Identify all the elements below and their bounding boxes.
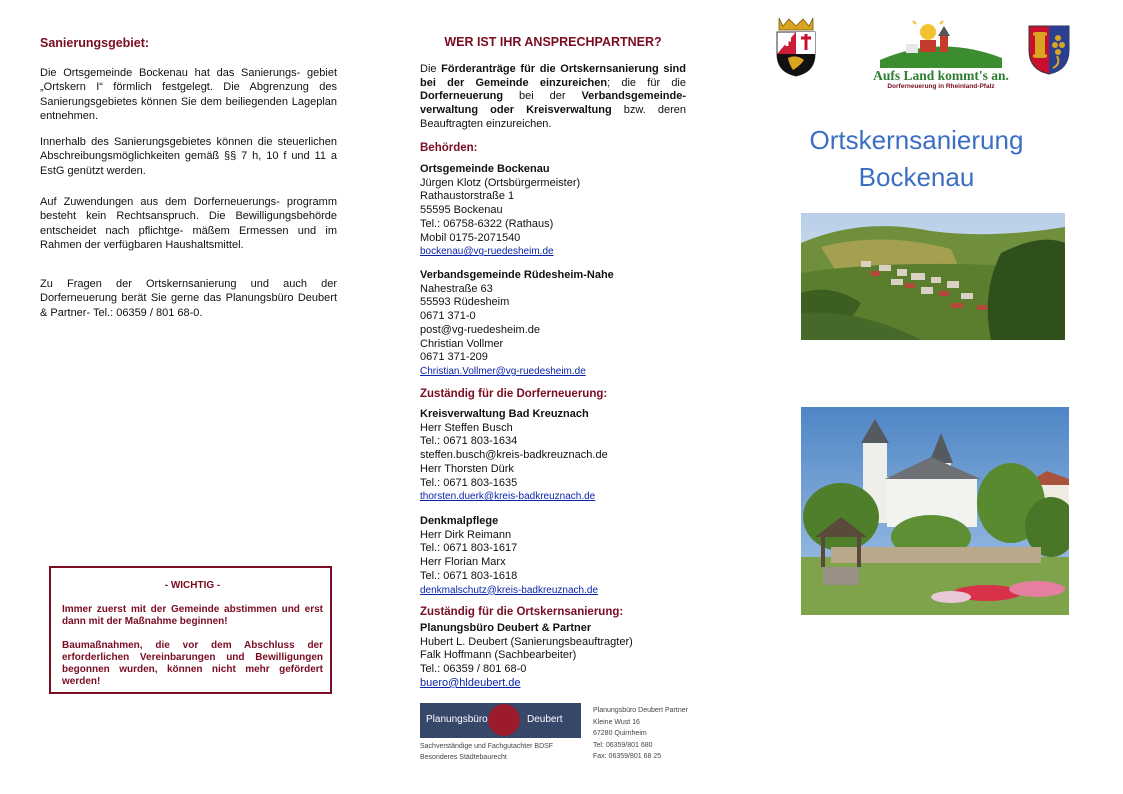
bockenau-coat-of-arms-icon <box>1027 24 1071 76</box>
address-line: Planungsbüro Deubert Partner <box>593 707 688 714</box>
email-link-denkmalschutz[interactable]: denkmalschutz@kreis-badkreuznach.de <box>420 584 599 596</box>
dorferneuerung-logo-icon <box>880 20 1002 68</box>
logo-subtitle-line: Besonderes Städtebaurecht <box>420 754 507 761</box>
paragraph-zuwendungen: Auf Zuwendungen aus dem Dorferneuerungs- programm besteht kein Rechtsanspruch. Die Bewilligungsbehörde entscheidet nach pflichtge- mäßem Ermessen und im Rahmen der verfügbaren Haushaltsmittel. <box>40 196 337 251</box>
intro-f: Verbandsgemeinde- verwaltung oder Kreisverwaltung <box>420 90 686 117</box>
contact-name: Denkmalpflege <box>420 515 499 527</box>
contact-line: Tel.: 0671 803-1617 <box>420 542 518 555</box>
email-link-vollmer[interactable]: Christian.Vollmer@vg-ruedesheim.de <box>420 365 586 377</box>
subheading-dorferneuerung: Zuständig für die Dorferneuerung: <box>420 388 608 400</box>
contact-line: Hubert L. Deubert (Sanierungsbeauftragter) <box>420 635 633 648</box>
paragraph-beratung: Zu Fragen der Ortskernsanierung und auch der Dorferneuerung berät Sie gerne das Planungsbüro Deubert & Partner- Tel.: 06359 / 801 68-0. <box>40 278 337 319</box>
contact-line: Tel.: 0671 803-1634 <box>420 435 518 448</box>
brochure-title-line2: Bockenau <box>858 162 975 192</box>
contact-line: Tel.: 06758-6322 (Rathaus) <box>420 217 554 230</box>
contact-line: Christian Vollmer <box>420 337 504 350</box>
logo-subtitle-line: Sachverständige und Fachgutachter BDSF <box>420 743 554 750</box>
contact-line: 55593 Rüdesheim <box>420 296 510 309</box>
contact-ortsgemeinde <box>420 163 686 259</box>
notice-title: - WICHTIG - <box>164 580 221 591</box>
contact-line: Jürgen Klotz (Ortsbürgermeister) <box>420 176 581 189</box>
church-photo <box>801 407 1069 615</box>
intro-e: bei der <box>503 90 582 103</box>
paragraph-abschreibung: Innerhalb des Sanierungsgebietes können die steuerlichen Abschreibungsmöglichkeiten gemäß §§ 7 h, 10 f und 11 a EstG genützt werden. <box>40 136 337 177</box>
contact-line: Falk Hoffmann (Sachbearbeiter) <box>420 649 577 662</box>
contact-line: Herr Dirk Reimann <box>420 528 512 541</box>
logo-text-right: Deubert <box>527 714 563 725</box>
contact-name: Ortsgemeinde Bockenau <box>420 163 550 175</box>
notice-text-1: Immer zuerst mit der Gemeinde abstimmen und erst dann mit der Maßnahme beginnen! <box>62 604 323 627</box>
contact-denkmalpflege <box>420 515 686 597</box>
contact-name: Planungsbüro Deubert & Partner <box>420 622 592 634</box>
address-line: Tel: 06359/801 680 <box>593 741 653 749</box>
section-heading-contacts: WER IST IHR ANSPRECHPARTNER? <box>444 35 662 49</box>
intro-b: Förderanträge für die Ortskernsanierung sind bei der Gemeinde einzureichen <box>420 63 686 89</box>
contact-line: Herr Florian Marx <box>420 556 506 569</box>
dorferneuerung-logo-subtitle: Dorferneuerung in Rheinland-Pfalz <box>887 83 995 90</box>
contact-line: Herr Thorsten Dürk <box>420 462 514 475</box>
intro-d: Dorferneuerung <box>420 90 504 103</box>
notice-text-2: Baumaßnahmen, die vor dem Abschluss der erforderlichen Vereinbarungen und Bewilligungen begonnen wurden, können nicht mehr gefördert werden! <box>62 640 323 687</box>
contact-line: Herr Steffen Busch <box>420 421 513 434</box>
village-landscape-photo <box>801 213 1065 340</box>
address-line: Fax: 06359/801 68 25 <box>593 753 662 760</box>
contact-name: Verbandsgemeinde Rüdesheim-Nahe <box>420 269 614 281</box>
logo-subtitle <box>420 741 553 763</box>
intro-a: Die <box>420 63 442 75</box>
contact-kreisverwaltung <box>420 408 686 504</box>
contact-line: 55595 Bockenau <box>420 204 503 217</box>
subheading-ortskernsanierung: Zuständig für die Ortskernsanierung: <box>420 606 624 618</box>
intro-g: bzw. deren Beauftragten einzureichen. <box>420 104 686 130</box>
logo-circle-icon <box>488 704 520 736</box>
intro-paragraph <box>420 63 686 132</box>
logo-text-left: Planungsbüro <box>426 714 488 725</box>
planungsbuero-logo <box>420 703 581 738</box>
contact-name: Kreisverwaltung Bad Kreuznach <box>420 408 589 420</box>
contact-line: Tel.: 0671 803-1635 <box>420 476 518 489</box>
address-line: 67280 Quirnheim <box>593 730 647 737</box>
contact-line: 0671 371-0 <box>420 310 476 323</box>
contact-line: Rathaustorstraße 1 <box>420 190 515 203</box>
rheinland-pfalz-coat-of-arms-icon <box>773 16 819 78</box>
contact-line: post@vg-ruedesheim.de <box>420 323 541 336</box>
contact-line: Tel.: 06359 / 801 68-0 <box>420 663 527 676</box>
dorferneuerung-logo-text: Aufs Land kommt's an. <box>873 68 1009 83</box>
email-link-buero[interactable]: buero@hldeubert.de <box>420 676 521 689</box>
contact-line: Mobil 0175-2071540 <box>420 231 521 244</box>
contact-verbandsgemeinde <box>420 269 686 379</box>
important-notice-box <box>49 566 332 694</box>
intro-c: ; die für die <box>607 76 686 89</box>
contact-line: steffen.busch@kreis-badkreuznach.de <box>420 449 608 462</box>
planungsbuero-address <box>593 705 688 763</box>
email-link-bockenau[interactable]: bockenau@vg-ruedesheim.de <box>420 246 554 258</box>
subheading-behoerden: Behörden: <box>420 142 478 154</box>
brochure-title-line1: Ortskernsanierung <box>809 125 1024 155</box>
address-line: Kleine Wust 16 <box>593 718 640 726</box>
paragraph-sanierungsgebiet: Die Ortsgemeinde Bockenau hat das Sanierungs- gebiet „Ortskern I“ förmlich festgelegt. Die Abgrenzung des Sanierungsgebietes können Sie dem beiliegenden Lageplan entnehmen. <box>40 67 337 122</box>
contact-line: Tel.: 0671 803-1618 <box>420 569 518 582</box>
contact-planungsbuero <box>420 622 686 691</box>
contact-line: Nahestraße 63 <box>420 282 493 295</box>
email-link-duerk[interactable]: thorsten.duerk@kreis-badkreuznach.de <box>420 491 596 503</box>
section-heading-sanierungsgebiet: Sanierungsgebiet: <box>40 36 150 50</box>
contact-line: 0671 371-209 <box>420 351 488 364</box>
